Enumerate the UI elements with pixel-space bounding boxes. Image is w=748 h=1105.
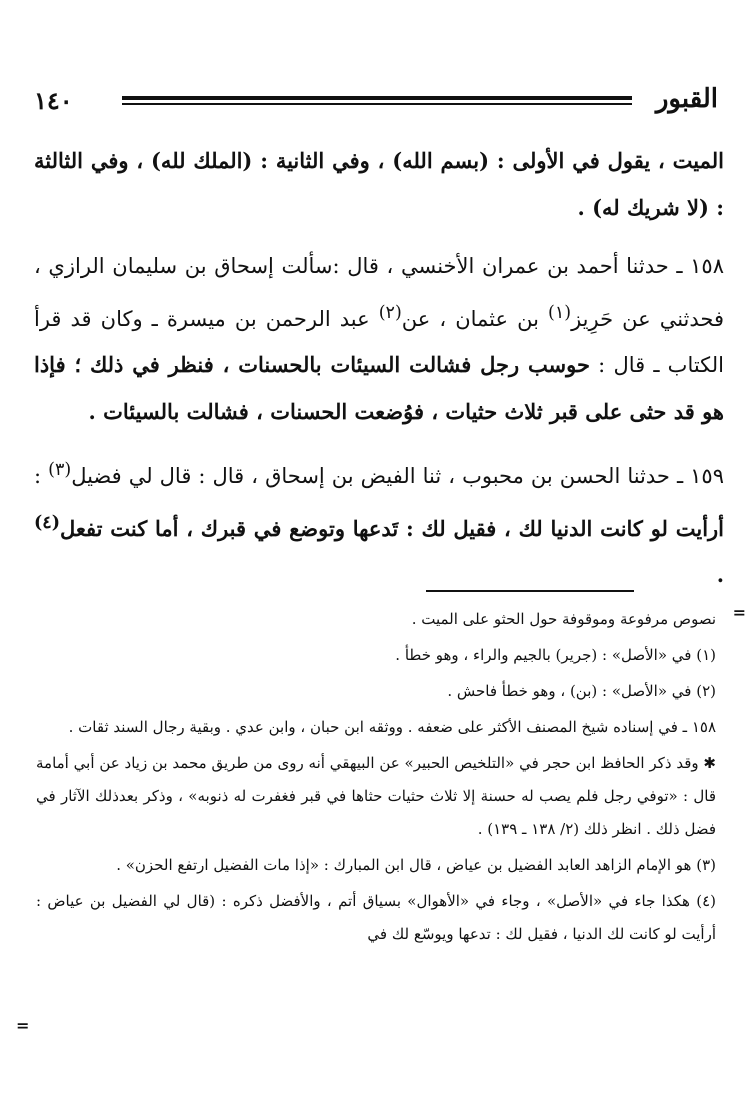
footnote-ref-1: (١) bbox=[548, 302, 572, 323]
paragraph-1: الميت ، يقول في الأولى : (بسم الله) ، وفي الثانية : (الملك لله) ، وفي الثالثة : (لا شريك له) . bbox=[34, 148, 724, 220]
main-text bbox=[34, 138, 724, 611]
footnote-1: (١) في «الأصل» : (جرير) بالجيم والراء ، وهو خطأ . bbox=[395, 646, 716, 664]
footnote-158: ١٥٨ ـ في إسناده شيخ المصنف الأكثر على ضعفه . ووثقه ابن حبان ، وابن عدي . وبقية رجال السند ثقات . bbox=[68, 718, 716, 736]
footnote-separator bbox=[426, 590, 634, 592]
athar-text-158: حوسب رجل فشالت السيئات بالحسنات ، فنظر في ذلك ؛ فإذا هو قد حثى على قبر ثلاث حثيات ، فوُضعت الحسنات ، فشالت بالسيئات . bbox=[34, 352, 724, 424]
continuation-mark-end: = bbox=[16, 1016, 30, 1035]
athar-text-159: أرأيت لو كانت الدنيا لك ، فقيل لك : تَدعها وتوضع في قبرك ، أما كنت تفعل bbox=[59, 515, 724, 541]
footnote-3: (٣) هو الإمام الزاهد العابد الفضيل بن عياض ، قال ابن المبارك : «إذا مات الفضيل ارتفع الحزن» . bbox=[116, 856, 716, 874]
continuation-mark-start: = bbox=[732, 603, 746, 622]
footnote-2: (٢) في «الأصل» : (بن) ، وهو خطأ فاحش . bbox=[447, 682, 716, 700]
page-header bbox=[30, 84, 718, 124]
running-title: القبور bbox=[655, 84, 718, 114]
footnote-ref-2: (٢) bbox=[378, 302, 402, 323]
footnote-4: (٤) هكذا جاء في «الأصل» ، وجاء في «الأهوال» بسياق أتم ، والأفضل ذكره : (قال لي الفضيل بن عياض : أرأيت لو كانت لك الدنيا ، فقيل لك : تدعها ويوسّع لك في bbox=[36, 892, 716, 943]
footnote-ref-4: (٤) bbox=[34, 512, 60, 533]
page-number: ١٤٠ bbox=[34, 86, 73, 115]
header-rule bbox=[122, 96, 632, 105]
footnote-ref-3: (٣) bbox=[48, 460, 72, 480]
footnote-continued: نصوص مرفوعة وموقوفة حول الحثو على الميت . bbox=[411, 610, 716, 628]
paragraph-158: ١٥٨ ـ حدثنا أحمد بن عمران الأخنسي ، قال :سألت إسحاق بن سليمان الرازي ، فحدثني عن حَرِيز$^{(١)}$ بن عثمان ، عن$^{(٢)}$ عبد الرحمن بن ميسرة ـ وكان قد قرأ الكتاب ـ قال : حوسب رجل فشالت السيئات بالحسنات ، فنظر في ذلك ؛ فإذا هو قد حثى على قبر ثلاث حثيات ، فوُضعت الحسنات ، فشالت بالسيئات . bbox=[34, 254, 725, 424]
paragraph-159: ١٥٩ ـ حدثنا الحسن بن محبوب ، ثنا الفيض بن إسحاق ، قال : قال لي فضيل$^{(٣)}$ : أرأيت لو كانت الدنيا لك ، فقيل لك : تَدعها وتوضع في قبرك ، أما كنت تفعل$^{(٤)}$ . bbox=[34, 460, 724, 587]
footnote-note: ✱ وقد ذكر الحافظ ابن حجر في «التلخيص الحبير» عن البيهقي أنه روى من طريق محمد بن زياد عن أبي أمامة قال : «توفي رجل فلم يصب له حسنة إلا ثلاث حثيات حثاها في قبر فغفرت له ذنوبه» ، وذكر بعدذلك الآثار في فضل ذلك . انظر ذلك (٢/ ١٣٨ ـ ١٣٩) . bbox=[36, 754, 716, 838]
footnotes bbox=[36, 603, 716, 954]
